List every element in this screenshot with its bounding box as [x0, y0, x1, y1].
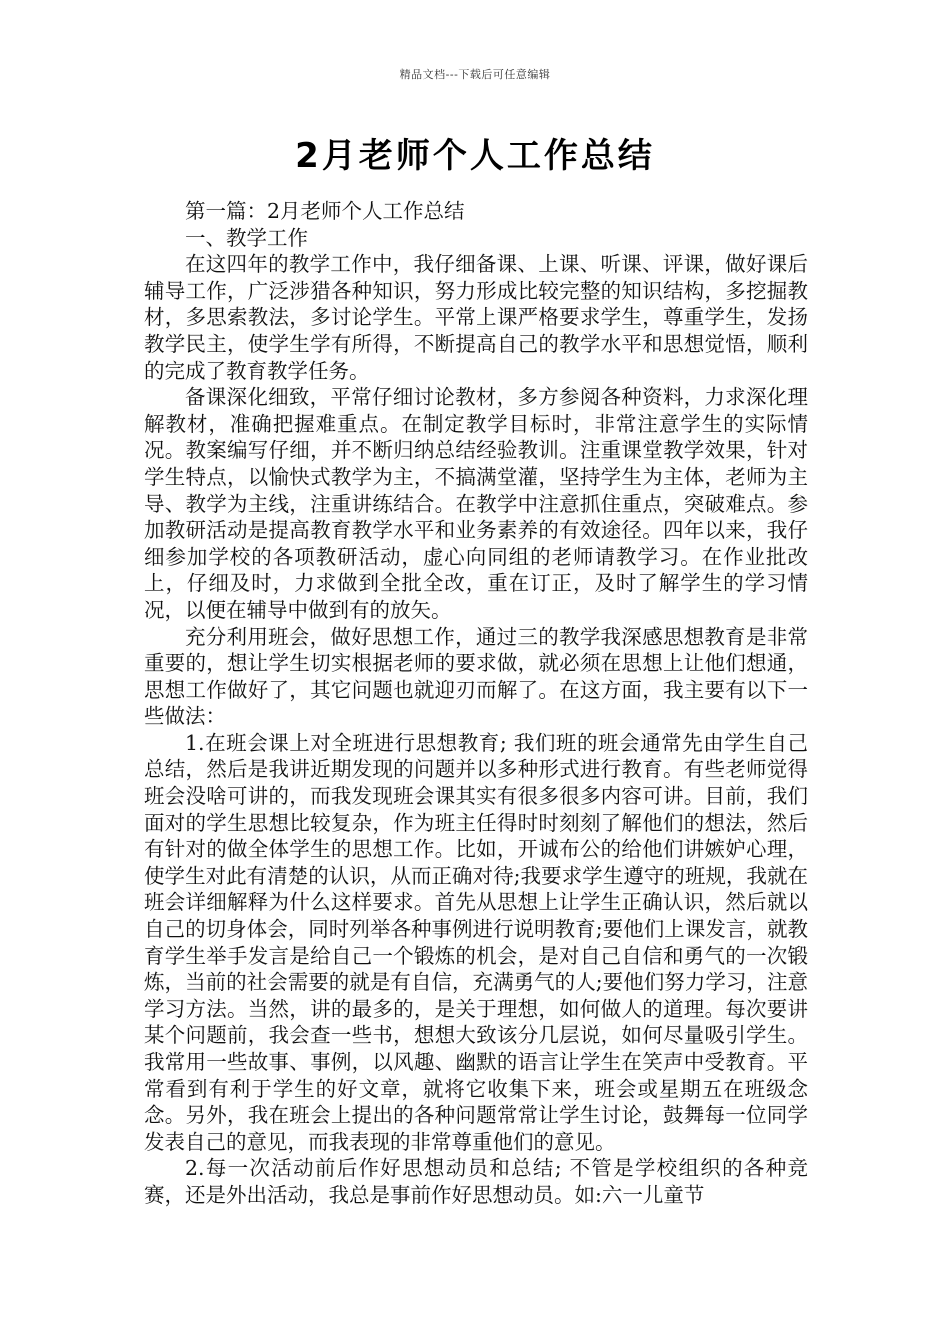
paragraph: 2.每一次活动前后作好思想动员和总结; 不管是学校组织的各种竞赛，还是外出活动，我总是事前作好思想动员。如:六一儿童节	[144, 1156, 808, 1207]
document-body	[144, 198, 808, 1209]
paragraph: 1.在班会课上对全班进行思想教育; 我们班的班会通常先由学生自己总结，然后是我讲近期发现的问题并以多种形式进行教育。有些老师觉得班会没啥可讲的，而我发现班会课其实有很多很多内容可讲。目前，我们面对的学生思想比较复杂，作为班主任得时时刻刻了解他们的想法，然后有针对的做全体学生的思想工作。比如，开诚布公的给他们讲嫉妒心理，使学生对此有清楚的认识，从而正确对待;我要求学生遵守的班规，我就在班会详细解释为什么这样要求。首先从思想上让学生正确认识，然后就以自己的切身体会，同时列举各种事例进行说明教育;要他们上课发言，就教育学生举手发言是给自己一个锻炼的机会，是对自己自信和勇气的一次锻炼，当前的社会需要的就是有自信，充满勇气的人;要他们努力学习，注意学习方法。当然，讲的最多的，是关于理想，如何做人的道理。每次要讲某个问题前，我会查一些书，想想大致该分几层说，如何尽量吸引学生。我常用一些故事、事例，以风趣、幽默的语言让学生在笑声中受教育。平常看到有利于学生的好文章，就将它收集下来，班会或星期五在班级念念。另外，我在班会上提出的各种问题常常让学生讨论，鼓舞每一位同学发表自己的意见，而我表现的非常尊重他们的意见。	[144, 730, 808, 1154]
paragraph: 在这四年的教学工作中，我仔细备课、上课、听课、评课，做好课后辅导工作，广泛涉猎各种知识，努力形成比较完整的知识结构，多挖掘教材，多思索教法，多讨论学生。平常上课严格要求学生，尊重学生，发扬教学民主，使学生学有所得，不断提高自己的教学水平和思想觉悟，顺利的完成了教育教学任务。	[144, 252, 808, 383]
paragraph: 备课深化细致，平常仔细讨论教材，多方参阅各种资料，力求深化理解教材，准确把握难重点。在制定教学目标时，非常注意学生的实际情况。教案编写仔细，并不断归纳总结经验教训。注重课堂教学效果，针对学生特点，以愉快式教学为主，不搞满堂灌，坚持学生为主体，老师为主导、教学为主线，注重讲练结合。在教学中注意抓住重点，突破难点。参加教研活动是提高教育教学水平和业务素养的有效途径。四年以来，我仔细参加学校的各项教研活动，虚心向同组的老师请教学习。在作业批改上，仔细及时，力求做到全批全改，重在订正，及时了解学生的学习情况，以便在辅导中做到有的放矢。	[144, 385, 808, 622]
header-note: 精品文档---下载后可任意编辑	[399, 68, 551, 81]
subsection-heading: 一、教学工作	[185, 225, 308, 250]
paragraph: 充分利用班会，做好思想工作，通过三的教学我深感思想教育是非常重要的，想让学生切实根据老师的要求做，就必须在思想上让他们想通， 思想工作做好了，其它问题也就迎刃而解了。在这方面，我主要有以下一些做法：	[144, 624, 808, 729]
section-heading: 第一篇：2月老师个人工作总结	[185, 199, 465, 223]
document-title: 2月老师个人工作总结	[295, 136, 655, 176]
